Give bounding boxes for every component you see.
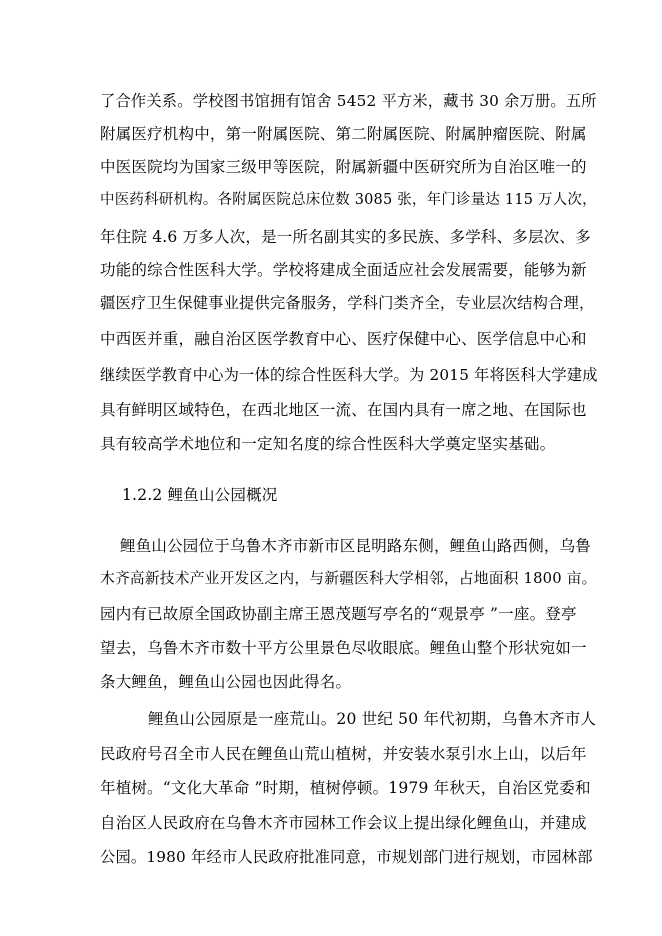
paragraph-line: 具有鲜明区域特色，在西北地区一流、在国内具有一席之地、在国际也 xyxy=(100,401,587,419)
paragraph-line: 中医医院均为国家三级甲等医院，附属新疆中医研究所为自治区唯一的 xyxy=(100,158,587,176)
paragraph-line: 鲤鱼山公园位于乌鲁木齐市新市区昆明路东侧，鲤鱼山路西侧，乌鲁 xyxy=(120,537,592,555)
paragraph-line: 鲤鱼山公园原是一座荒山。20 世纪 50 年代初期，乌鲁木齐市人 xyxy=(148,710,597,728)
paragraph-line: 疆医疗卫生保健事业提供完备服务，学科门类齐全，专业层次结构合理， xyxy=(100,294,595,312)
paragraph-line: 公园。1980 年经市人民政府批准同意，市规划部门进行规划，市园林部 xyxy=(100,848,593,866)
paragraph-line: 自治区人民政府在乌鲁木齐市园林工作会议上提出绿化鲤鱼山，并建成 xyxy=(100,814,587,832)
paragraph-line: 条大鲤鱼，鲤鱼山公园也因此得名。 xyxy=(100,673,352,691)
paragraph-line: 了合作关系。学校图书馆拥有馆舍 5452 平方米，藏书 30 余万册。五所 xyxy=(100,92,597,110)
paragraph-line: 民政府号召全市人民在鲤鱼山荒山植树，并安装水泵引水上山，以后年 xyxy=(100,745,587,763)
paragraph-line: 园内有已故原全国政协副主席王恩茂题写亭名的“观景亭 ”一座。登亭 xyxy=(100,605,577,623)
paragraph-line: 年住院 4.6 万多人次，是一所名副其实的多民族、多学科、多层次、多 xyxy=(100,228,591,246)
paragraph-line: 具有较高学术地位和一定知名度的综合性医科大学奠定坚实基础。 xyxy=(100,435,556,453)
paragraph-line: 中西医并重，融自治区医学教育中心、医疗保健中心、医学信息中心和 xyxy=(100,330,587,348)
paragraph-line: 附属医疗机构中，第一附属医院、第二附属医院、附属肿瘤医院、附属 xyxy=(100,125,587,143)
paragraph-line: 继续医学教育中心为一体的综合性医科大学。为 2015 年将医科大学建成 xyxy=(100,366,598,384)
paragraph-line: 木齐高新技术产业开发区之内，与新疆医科大学相邻，占地面积 1800 亩。 xyxy=(100,570,597,587)
section-heading: 1.2.2 鲤鱼山公园概况 xyxy=(122,486,278,504)
paragraph-line: 中医药科研机构。各附属医院总床位数 3085 张，年门诊量达 115 万人次， xyxy=(100,192,597,208)
paragraph-line: 年植树。“文化大革命 ”时期，植树停顿。1979 年秋天，自治区党委和 xyxy=(100,779,591,797)
paragraph-line: 功能的综合性医科大学。学校将建成全面适应社会发展需要，能够为新 xyxy=(100,261,587,279)
paragraph-line: 望去，乌鲁木齐市数十平方公里景色尽收眼底。鲤鱼山整个形状宛如一 xyxy=(100,639,587,657)
